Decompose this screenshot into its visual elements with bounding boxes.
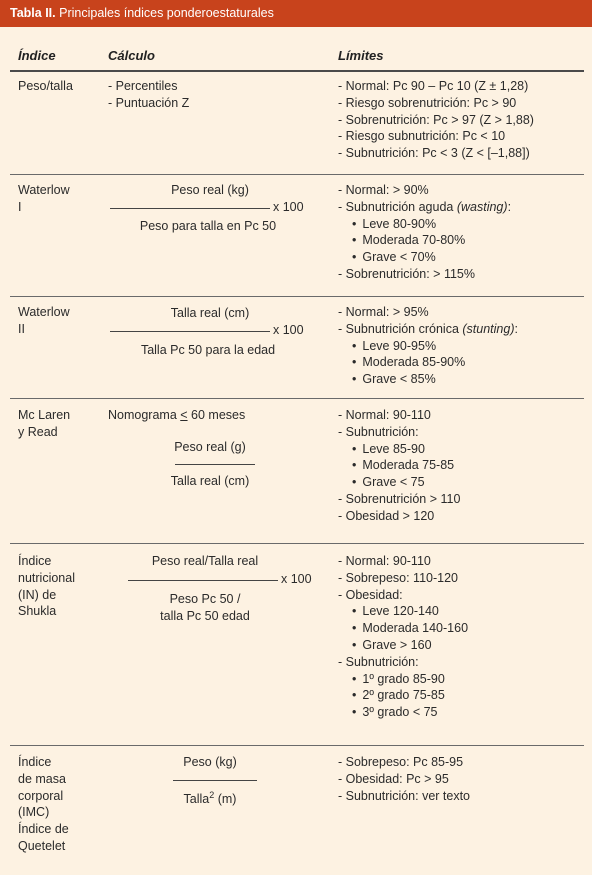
- table-title-text: Principales índices ponderoestaturales: [59, 6, 274, 20]
- shukla-denominador-1: Peso Pc 50 /: [169, 592, 241, 606]
- header-indice: Índice: [18, 48, 56, 63]
- waterlow2-numerador: Talla real (cm): [170, 306, 250, 320]
- row-divider: [10, 174, 584, 175]
- row-imc-limites: - Sobrepeso: Pc 85-95 - Obesidad: Pc > 95 - Subnutrición: ver texto: [338, 755, 471, 803]
- shukla-fraction-line: [128, 580, 278, 581]
- shukla-denominador-2: talla Pc 50 edad: [160, 609, 250, 623]
- row-mclaren-limites: - Normal: 90-110 - Subnutrición: • Leve 85-90 • Moderada 75-85 • Grave < 75 - Sobrenutrición > 110 - Obesidad > 120: [338, 407, 586, 525]
- row-waterlow1-limites: - Normal: > 90% - Subnutrición aguda (wasting): • Leve 80-90% • Moderada 70-80% • Grave < 70% - Sobrenutrición: > 115%: [338, 182, 586, 283]
- row-divider: [10, 543, 584, 544]
- row-peso-talla-limites: - Normal: Pc 90 – Pc 10 (Z ± 1,28) - Riesgo sobrenutrición: Pc > 90 - Sobrenutrición: Pc > 97 (Z > 1,88) - Riesgo subnutrición: Pc < 10 - Subnutrición: Pc < 3 (Z < [–1,88]): [338, 79, 534, 161]
- mclaren-nomograma: Nomograma < 60 meses: [108, 408, 246, 422]
- imc-numerador: Peso (kg): [183, 755, 237, 769]
- waterlow1-denominador: Peso para talla en Pc 50: [139, 219, 277, 233]
- imc-denominador: Talla$^2$ (m): [183, 790, 237, 807]
- row-peso-talla-indice: Peso/talla: [18, 79, 73, 93]
- row-mclaren-indice: Mc Laren y Read: [18, 408, 71, 439]
- header-calculo: Cálculo: [108, 48, 155, 63]
- row-waterlow2-indice: Waterlow II: [18, 305, 70, 336]
- shukla-factor: x 100: [281, 572, 312, 586]
- waterlow1-fraction-line: [110, 208, 270, 209]
- table-title: [0, 0, 592, 27]
- row-imc-indice: Índice de masa corporal (IMC) Índice de Quetelet: [18, 755, 69, 853]
- row-waterlow2-limites: - Normal: > 95% - Subnutrición crónica (stunting): • Leve 90-95% • Moderada 85-90% • Grave < 85%: [338, 304, 586, 388]
- header-rule: [10, 70, 584, 72]
- shukla-numerador: Peso real/Talla real: [151, 554, 259, 568]
- header-limites: Límites: [338, 48, 384, 63]
- waterlow2-fraction-line: [110, 331, 270, 332]
- mclaren-numerador: Peso real (g): [174, 440, 246, 454]
- row-shukla-limites: - Normal: 90-110 - Sobrepeso: 110-120 - Obesidad: • Leve 120-140 • Moderada 140-160 • Grave > 160 - Subnutrición: • 1º grado 85-90 • 2º grado 75-85 • 3º grado < 75: [338, 553, 586, 721]
- imc-fraction-line: [173, 780, 257, 781]
- row-peso-talla-calculo: - Percentiles - Puntuación Z: [108, 79, 190, 110]
- row-shukla-indice: Índice nutricional (IN) de Shukla: [18, 554, 75, 619]
- row-divider: [10, 296, 584, 297]
- waterlow2-factor: x 100: [273, 323, 304, 337]
- waterlow1-factor: x 100: [273, 200, 304, 214]
- row-waterlow1-indice: Waterlow I: [18, 183, 70, 214]
- waterlow1-numerador: Peso real (kg): [171, 183, 249, 197]
- table-title-label: Tabla II.: [10, 6, 56, 20]
- mclaren-fraction-line: [175, 464, 255, 465]
- mclaren-denominador: Talla real (cm): [170, 474, 250, 488]
- row-divider: [10, 398, 584, 399]
- row-divider: [10, 745, 584, 746]
- waterlow2-denominador: Talla Pc 50 para la edad: [140, 343, 276, 357]
